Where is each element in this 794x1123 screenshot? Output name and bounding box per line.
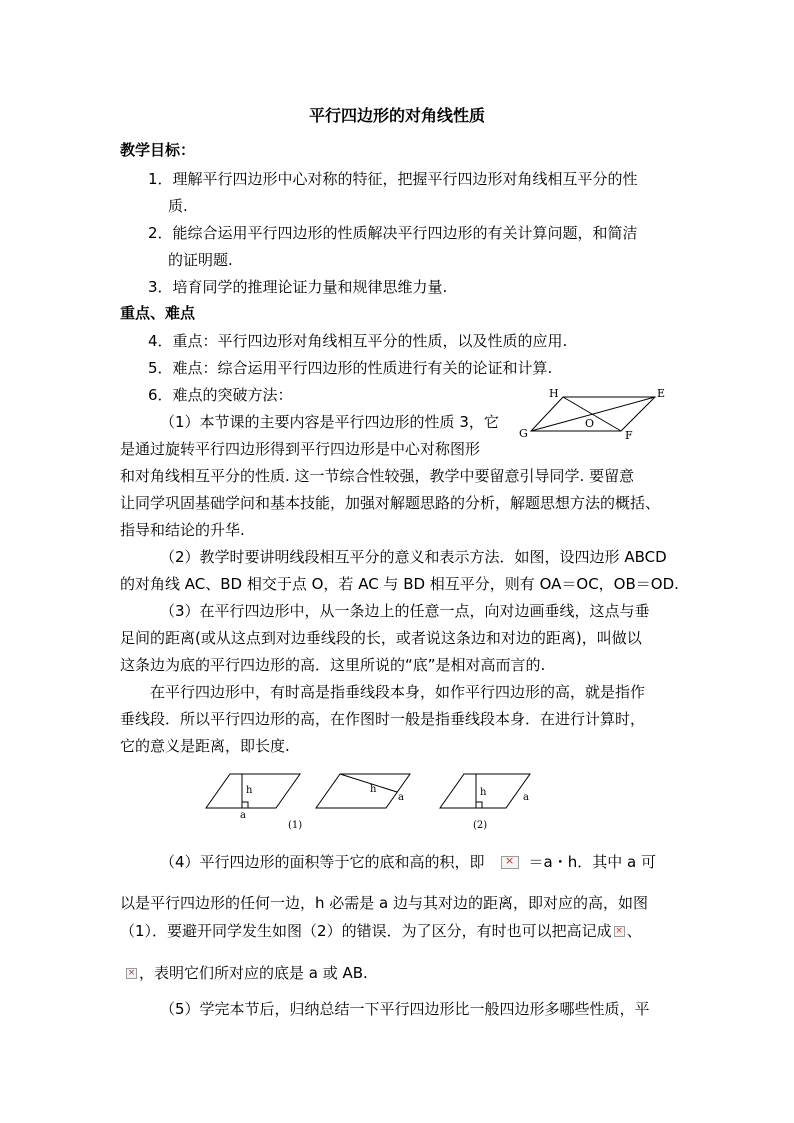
fig3-label-a: a — [523, 792, 529, 803]
text-segment: （1）．要避开同学发生如图（2）的错误．为了区分，有时也可以把高记成 — [120, 922, 612, 940]
keypoint-line: 5．难点：综合运用平行四边形的性质进行有关的论证和计算. — [148, 359, 553, 377]
fig2-label-a: a — [398, 792, 404, 803]
paragraph-line — [160, 852, 656, 872]
text-segment: ，表明它们所对应的底是 a 或 AB. — [139, 964, 368, 982]
keypoint-line: 6．难点的突破方法： — [148, 386, 293, 404]
fig2-label-h: h — [370, 784, 377, 795]
fig1-caption: (1) — [288, 820, 303, 831]
objectives-heading: 教学目标： — [120, 141, 196, 159]
paragraph-line: 是通过旋转平行四边形得到平行四边形是中心对称图形 — [120, 440, 481, 458]
paragraph-line — [120, 921, 642, 941]
paragraph-line: （2）教学时要讲明线段相互平分的意义和表示方法．如图，设四边形 ABCD — [160, 548, 667, 566]
text-segment: 、 — [626, 922, 642, 940]
objective-line: 的证明题. — [168, 251, 233, 269]
label-E: E — [657, 387, 666, 400]
label-O: O — [585, 417, 595, 430]
label-F: F — [625, 429, 633, 442]
paragraph-line: 让同学巩固基础学问和基本技能，加强对解题思路的分析，解题思想方法的概括、 — [120, 494, 661, 512]
keypoints-heading: 重点、难点 — [120, 304, 196, 322]
label-G: G — [519, 427, 528, 440]
objective-line: 1．理解平行四边形中心对称的特征，把握平行四边形对角线相互平分的性 — [148, 170, 638, 188]
paragraph-line: 和对角线相互平分的性质. 这一节综合性较强，教学中要留意引导同学. 要留意 — [120, 467, 635, 485]
paragraph-line: 垂线段．所以平行四边形的高，在作图时一般是指垂线段本身．在进行计算时， — [120, 710, 646, 728]
paragraph-line: 这条边为底的平行四边形的高．这里所说的“底”是相对高而言的. — [120, 656, 546, 674]
text-segment: （4）平行四边形的面积等于它的底和高的积，即 — [160, 853, 485, 871]
paragraph-line: 它的意义是距离，即长度. — [120, 737, 290, 755]
objective-line: 3．培育同学的推理论证力量和规律思维力量. — [148, 278, 448, 296]
paragraph-line: （5）学完本节后，归纳总结一下平行四边形比一般四边形多哪些性质，平 — [160, 1000, 650, 1018]
page-title: 平行四边形的对角线性质 — [308, 106, 485, 125]
objective-line: 质. — [168, 197, 188, 215]
formula-image-placeholder-icon — [501, 856, 519, 869]
paragraph-line: 在平行四边形中，有时高是指垂线段本身，如作平行四边形的高，就是指作 — [150, 683, 646, 701]
label-H: H — [549, 387, 559, 400]
parallelogram-diagonals-figure — [515, 383, 675, 445]
parallelogram-height-figures — [200, 768, 550, 838]
formula-image-placeholder-icon — [126, 968, 137, 979]
paragraph-line: 指导和结论的升华. — [120, 521, 245, 539]
formula-image-placeholder-icon — [614, 926, 625, 937]
fig3-caption: (2) — [473, 820, 488, 831]
paragraph-line: 以是平行四边形的任何一边，h 必需是 a 边与其对边的距离，即对应的高，如图 — [120, 894, 649, 912]
paragraph-line: 的对角线 AC、BD 相交于点 O，若 AC 与 BD 相互平分，则有 OA＝OC，OB＝OD. — [120, 575, 679, 593]
fig1-label-h: h — [246, 785, 253, 796]
keypoint-line: 4．重点：平行四边形对角线相互平分的性质，以及性质的应用. — [148, 332, 568, 350]
text-segment: ＝a・h．其中 a 可 — [528, 853, 656, 871]
fig1-label-a: a — [240, 810, 246, 821]
objective-line: 2．能综合运用平行四边形的性质解决平行四边形的有关计算问题，和简洁 — [148, 224, 638, 242]
paragraph-line: （1）本节课的主要内容是平行四边形的性质 3，它 — [160, 413, 499, 431]
paragraph-line — [124, 963, 368, 983]
fig3-label-h: h — [480, 787, 487, 798]
paragraph-line: （3）在平行四边形中，从一条边上的任意一点，向对边画垂线，这点与垂 — [160, 602, 650, 620]
paragraph-line: 足间的距离(或从这点到对边垂线段的长，或者说这条边和对边的距离)，叫做以 — [120, 629, 642, 647]
